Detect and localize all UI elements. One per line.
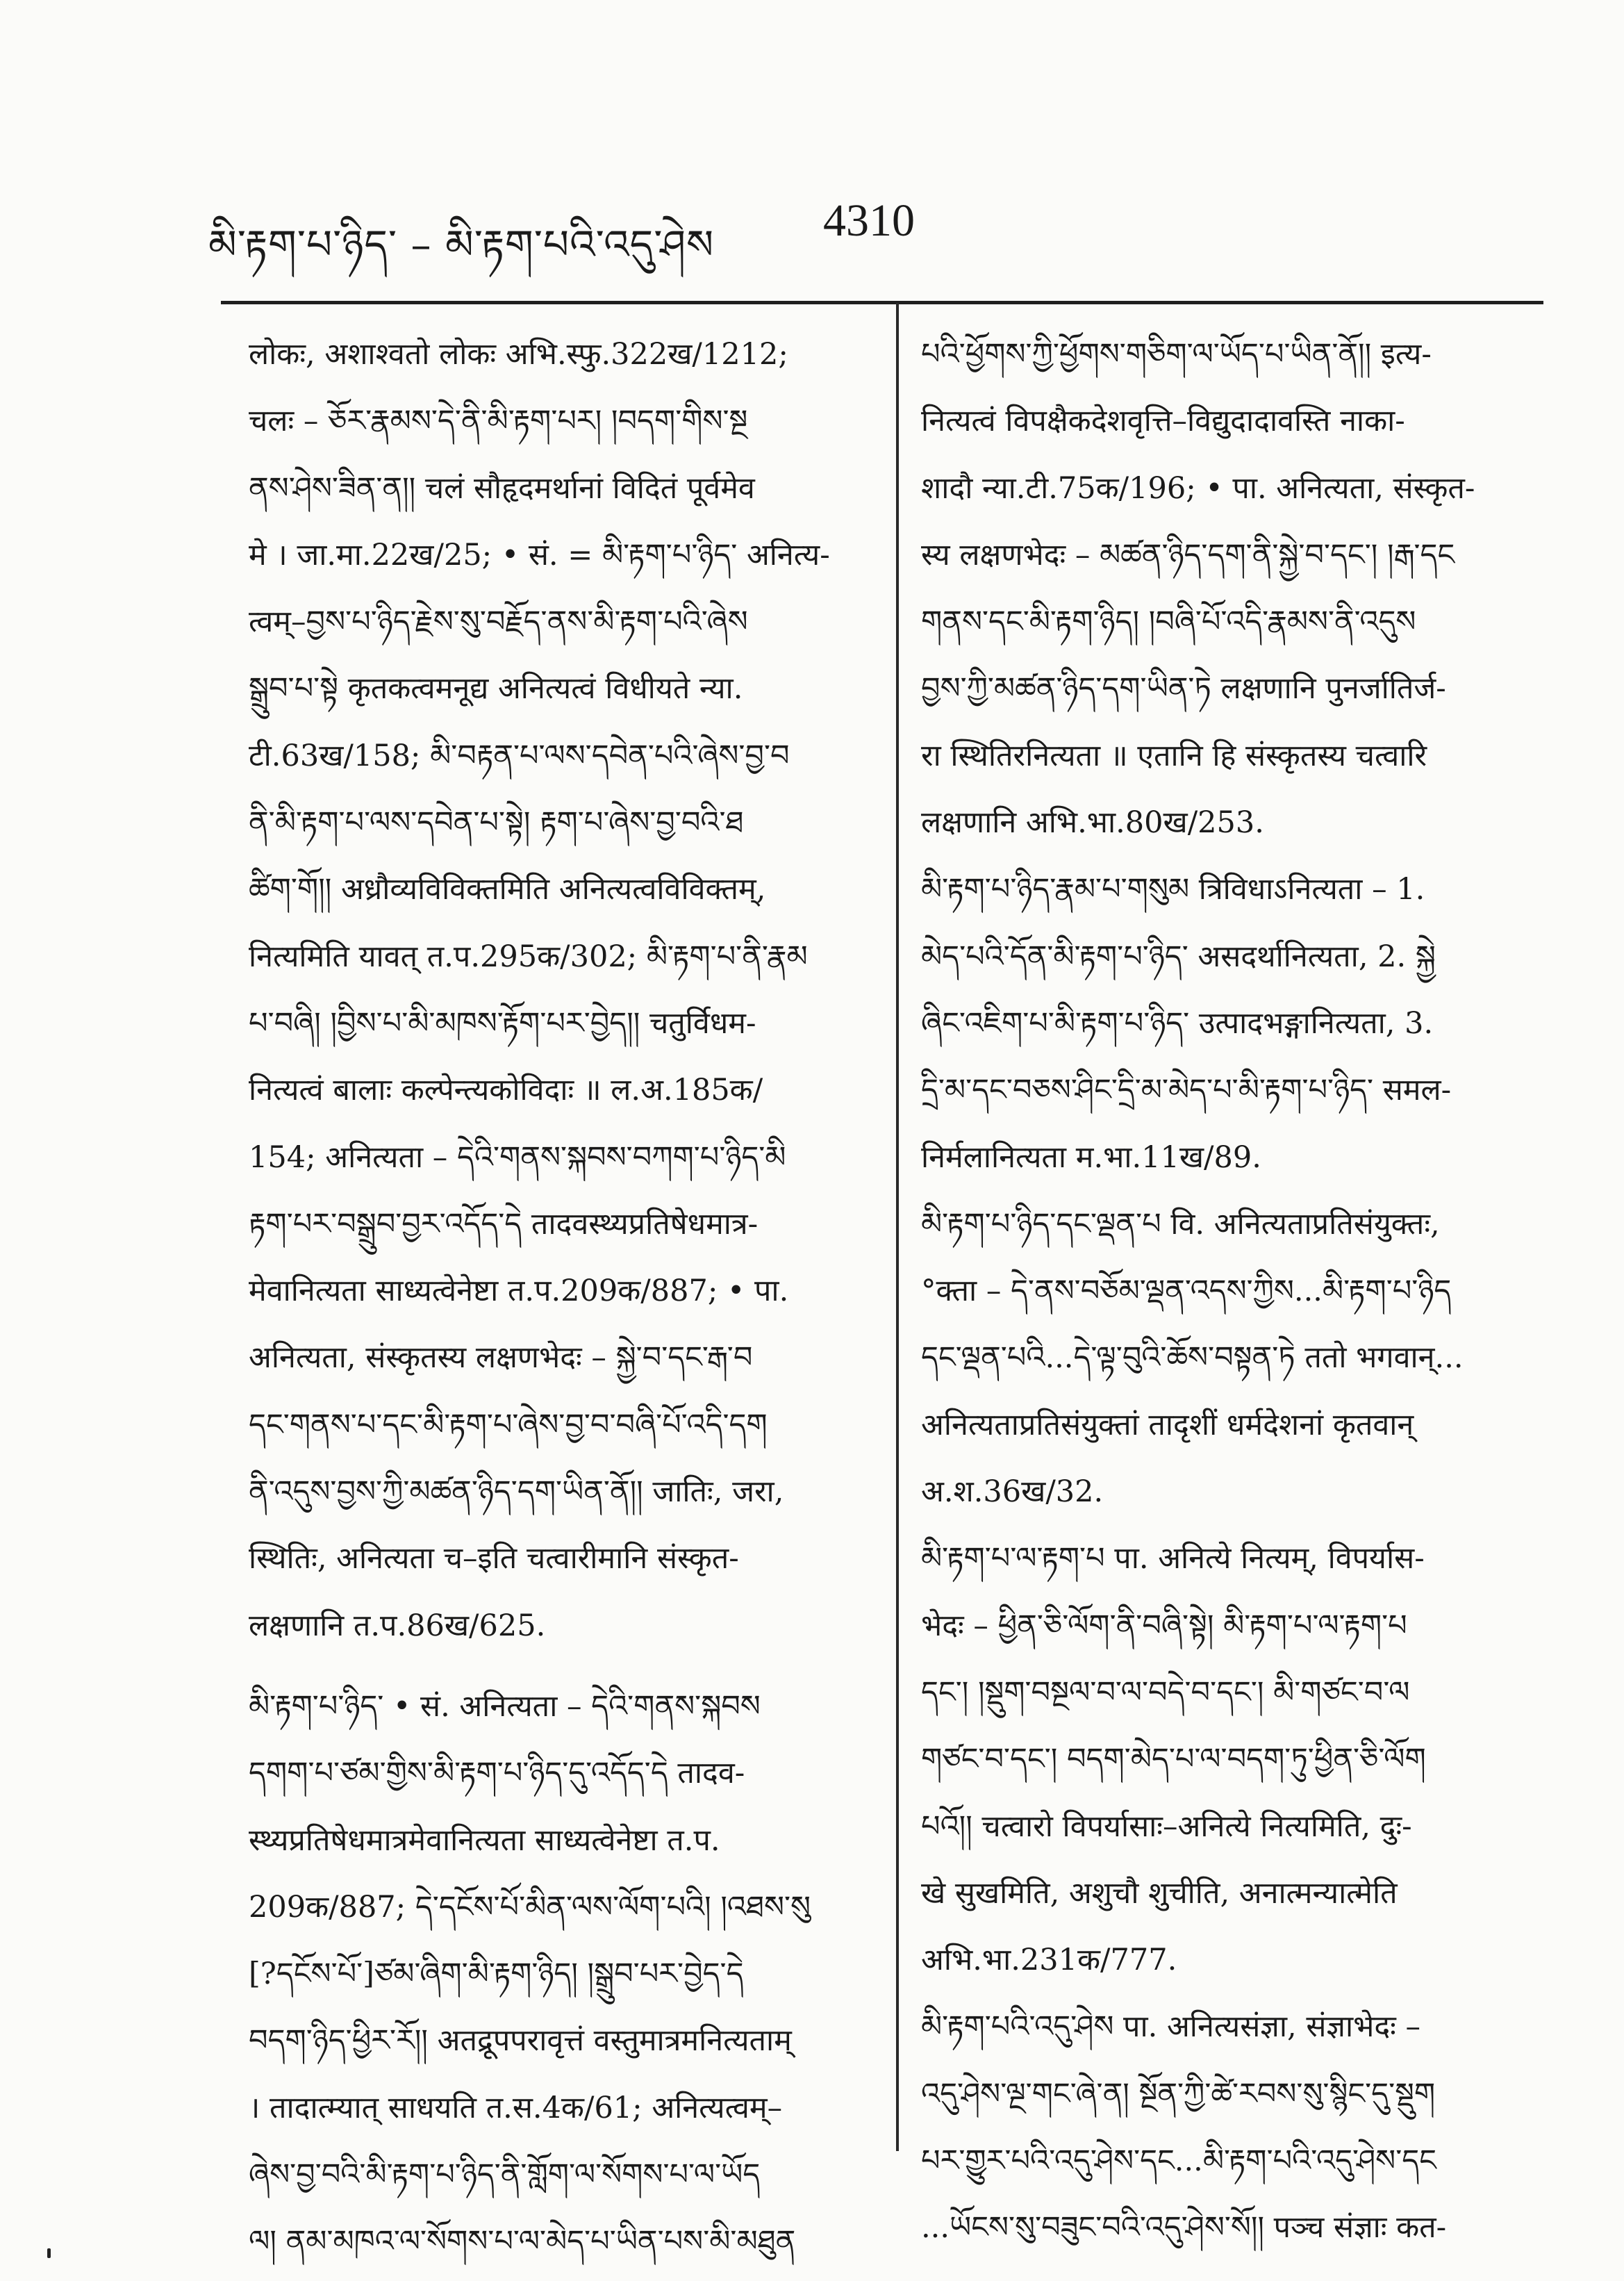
right-column	[921, 321, 1546, 2262]
text-line: ཚིག་གོ།། अध्रौव्यविविक्तमिति अनित्यत्वविविक्तम्,	[249, 872, 766, 907]
text-line: । तादात्म्यात् साधयति त.स.4क/61; अनित्यत्वम्–	[249, 2090, 783, 2125]
text-line: པར་གྱུར་པའི་འདུ་ཤེས་དང...མི་རྟག་པའི་འདུ་ཤེས་དང	[921, 2143, 1436, 2179]
text-line: मे । जा.मा.22ख/25; • सं. = མི་རྟག་པ་ཉིད་ अनित्य-	[249, 537, 830, 573]
text-line: चलः – ཅོར་རྣམས་དེ་ནི་མི་རྟག་པར། །བདག་གིས་སྔ	[249, 404, 748, 439]
entry-gap	[249, 1659, 877, 1673]
text-line: ཞེས་བྱ་བའི་མི་རྟག་པ་ཉིད་ནི་གློག་ལ་སོགས་པ་ལ་ཡོད	[249, 2157, 761, 2193]
text-line: མི་རྟག་པའི་འདུ་ཤེས पा. अनित्यसंज्ञा, संज्ञाभेदः –	[921, 2009, 1421, 2045]
text-line: मेवानित्यता साध्यत्वेनेष्टा त.प.209क/887; • पा.	[249, 1274, 789, 1309]
text-line: ཞིང་འཇིག་པ་མི་རྟག་པ་ཉིད་ उत्पादभङ्गानित्यता, 3.	[921, 1005, 1434, 1041]
text-line: མེད་པའི་དོན་མི་རྟག་པ་ཉིད་ असदर्थानित्यता, 2. སྐྱེ	[921, 939, 1436, 974]
text-line: བདག་ཉིད་ཕྱིར་རོ།། अतद्रूपपरावृत्तं वस्तुमात्रमनित्यताम्	[249, 2023, 792, 2059]
text-line: नित्यत्वं विपक्षैकदेशवृत्ति–विद्युदादावस्ति नाका-	[921, 404, 1405, 439]
text-line: [?དངོས་པོ་]ཙམ་ཞིག་མི་རྟག་ཉིད། །སྒྲུབ་པར་བྱེད་དེ	[249, 1957, 744, 1992]
text-line: शादौ न्या.टी.75क/196; • पा. अनित्यता, संस्कृत-	[921, 470, 1475, 506]
page-number: 4310	[823, 195, 915, 246]
text-line: སྒྲུབ་པ་སྟེ कृतकत्वमनूद्य अनित्यत्वं विधीयते न्या.	[249, 671, 743, 707]
text-line: པའི་ཕྱོགས་ཀྱི་ཕྱོགས་གཅིག་ལ་ཡོད་པ་ཡིན་ནོ།། इत्य-	[921, 337, 1432, 372]
text-line: ནི་འདུས་བྱས་ཀྱི་མཚན་ཉིད་དག་ཡིན་ནོ།། जातिः, जरा,	[249, 1474, 784, 1510]
text-line: नित्यमिति यावत् त.प.295क/302; མི་རྟག་པ་ནི་རྣམ	[249, 939, 808, 974]
text-line: टी.63ख/158; མི་བརྟན་པ་ལས་དབེན་པའི་ཞེས་བྱ་བ	[249, 738, 790, 773]
text-line: खे सुखमिति, अशुचौ शुचीति, अनात्मन्यात्मेति	[921, 1875, 1398, 1911]
text-line: अनित्यता, संस्कृतस्य लक्षणभेदः – སྐྱེ་བ་དང་རྒ་བ	[249, 1340, 753, 1376]
text-line: འདུ་ཤེས་ལྔ་གང་ཞེ་ན། སྔོན་ཀྱི་ཚེ་རབས་སུ་སྙིང་དུ་སྡུག	[921, 2076, 1436, 2111]
text-line: भेदः – ཕྱིན་ཅི་ལོག་ནི་བཞི་སྟེ། མི་རྟག་པ་ལ་རྟག་པ	[921, 1608, 1407, 1643]
text-line: བྱས་ཀྱི་མཚན་ཉིད་དག་ཡིན་ཏེ लक्षणानि पुनर्जातिर्ज-	[921, 671, 1446, 707]
text-line: रा स्थितिरनित्यता ॥ एतानि हि संस्कृतस्य चत्वारि	[921, 738, 1427, 773]
text-line: 154; अनित्यता – དེའི་གནས་སྐབས་བཀག་པ་ཉིད་མི	[249, 1139, 786, 1175]
scan-mark	[47, 2248, 51, 2258]
text-line: མི་རྟག་པ་ཉིད་རྣམ་པ་གསུམ त्रिविधाऽनित्यता – 1.	[921, 872, 1425, 907]
text-line: དྲི་མ་དང་བཅས་ཤིང་དྲི་མ་མེད་པ་མི་རྟག་པ་ཉིད་ समल-	[921, 1073, 1452, 1108]
text-line: པ་བཞི། །བྱིས་པ་མི་མཁས་རྟོག་པར་བྱེད།། चतुर्विधम-	[249, 1005, 756, 1041]
text-line: གཙང་བ་དང་། བདག་མེད་པ་ལ་བདག་ཏུ་ཕྱིན་ཅི་ལོག	[921, 1742, 1426, 1777]
text-line: དང་། །སྡུག་བསྔལ་བ་ལ་བདེ་བ་དང་། མི་གཙང་བ་ལ	[921, 1674, 1410, 1710]
text-line: རྟག་པར་བསྒྲུབ་བྱར་འདོད་དེ तादवस्थ्यप्रतिषेधमात्र-	[249, 1206, 759, 1242]
text-line: नित्यत्वं बालाः कल्पेन्त्यकोविदाः ॥ ल.अ.185क/	[249, 1073, 763, 1108]
header-rule	[221, 301, 1543, 304]
text-line: ལ། ནམ་མཁའ་ལ་སོགས་པ་ལ་མེད་པ་ཡིན་པས་མི་མཐུན	[249, 2224, 796, 2259]
text-line: °क्ता – དེ་ནས་བཅོམ་ལྡན་འདས་ཀྱིས...མི་རྟག་པ་ཉིད	[921, 1274, 1452, 1309]
text-line: ནི་མི་རྟག་པ་ལས་དབེན་པ་སྟེ། རྟག་པ་ཞེས་བྱ་བའི་ཐ	[249, 805, 744, 841]
column-divider	[896, 303, 899, 2151]
text-line: ...ཡོངས་སུ་བཟུང་བའི་འདུ་ཤེས་སོ།། पञ्च संज्ञाः कत-	[921, 2210, 1447, 2246]
text-line: དང་གནས་པ་དང་མི་རྟག་པ་ཞེས་བྱ་བ་བཞི་པོ་འདི་དག	[249, 1407, 768, 1442]
text-line: མི་རྟག་པ་ཉིད་དང་ལྡན་པ वि. अनित्यताप्रतिसंयुक्तः,	[921, 1206, 1440, 1242]
text-line: लक्षणानि अभि.भा.80ख/253.	[921, 805, 1264, 841]
text-line: གནས་དང་མི་རྟག་ཉིད། །བཞི་པོ་འདི་རྣམས་ནི་འདུས	[921, 604, 1416, 640]
text-line: མི་རྟག་པ་ལ་རྟག་པ पा. अनित्ये नित्यम्, विपर्यास-	[921, 1541, 1425, 1576]
running-head: མི་རྟག་པ་ཉིད་ – མི་རྟག་པའི་འདུ་ཤེས	[208, 221, 715, 268]
text-line: 209क/887; དེ་དངོས་པོ་མིན་ལས་ལོག་པའི། །འཐས་སུ	[249, 1889, 811, 1925]
text-line: དགག་པ་ཙམ་གྱིས་མི་རྟག་པ་ཉིད་དུ་འདོད་དེ तादव-	[249, 1756, 745, 1791]
text-line: निर्मलानित्यता म.भा.11ख/89.	[921, 1139, 1261, 1175]
text-line: མི་རྟག་པ་ཉིད་ • सं. अनित्यता – དེའི་གནས་སྐབས	[249, 1688, 761, 1724]
text-line: स्थितिः, अनित्यता च–इति चत्वारीमानि संस्कृत-	[249, 1541, 739, 1576]
text-line: अनित्यताप्रतिसंयुक्तां तादृशीं धर्मदेशनां कृतवान्	[921, 1407, 1414, 1442]
text-line: ནས་ཤེས་ཟིན་ན།། चलं सौहृदमर्थानां विदितं पूर्वमेव	[249, 470, 755, 506]
text-line: स्य लक्षणभेदः – མཚན་ཉིད་དག་ནི་སྐྱེ་བ་དང་། །རྒ་དང	[921, 537, 1455, 573]
left-column	[249, 321, 877, 2275]
text-line: དང་ལྡན་པའི...དེ་ལྟ་བུའི་ཆོས་བསྟན་ཏེ ततो भगवान्...	[921, 1340, 1464, 1376]
text-line: अ.श.36ख/32.	[921, 1474, 1104, 1510]
text-line: अभि.भा.231क/777.	[921, 1943, 1177, 1978]
text-line: པའོ།། चत्वारो विपर्यासाः–अनित्ये नित्यमिति, दुः-	[921, 1809, 1412, 1844]
text-line: स्थ्यप्रतिषेधमात्रमेवानित्यता साध्यत्वेनेष्टा त.प.	[249, 1822, 720, 1858]
text-line: त्वम्–བྱས་པ་ཉིད་རྗེས་སུ་བརྗོད་ནས་མི་རྟག་པའི་ཞེས	[249, 604, 748, 640]
text-line: लोकः, अशाश्वतो लोकः अभि.स्फु.322ख/1212;	[249, 337, 788, 372]
text-line: लक्षणानि त.प.86ख/625.	[249, 1608, 546, 1643]
